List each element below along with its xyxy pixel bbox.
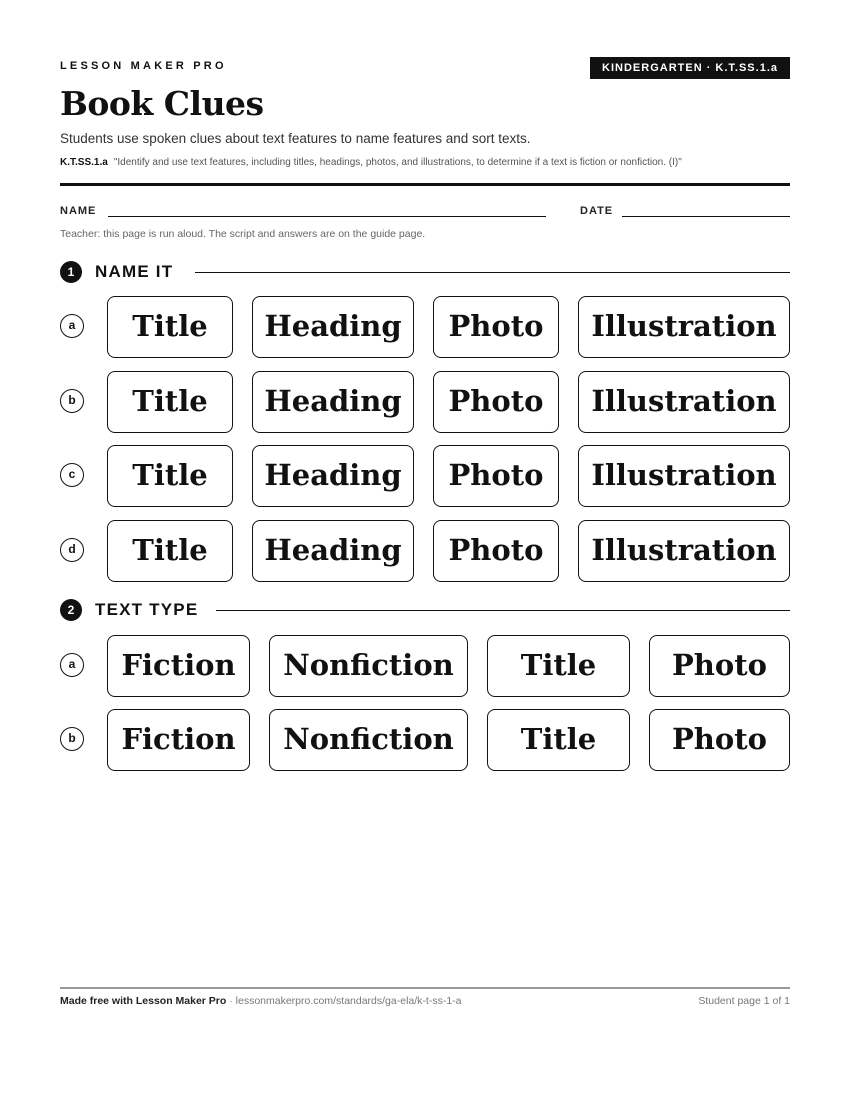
choice-illustration[interactable]: Illustration bbox=[578, 520, 790, 582]
section-name-it-header bbox=[60, 261, 790, 283]
choice-title[interactable]: Title bbox=[107, 371, 233, 433]
name-label: NAME bbox=[60, 205, 97, 217]
choice-heading[interactable]: Heading bbox=[252, 296, 414, 358]
brand-name: LESSON MAKER PRO bbox=[60, 60, 227, 72]
choice-photo[interactable]: Photo bbox=[433, 520, 559, 582]
choice-title[interactable]: Title bbox=[107, 296, 233, 358]
section-number: 1 bbox=[60, 261, 82, 283]
footer-url[interactable]: lessonmakerpro.com/standards/ga-ela/k-t-ss-1-a bbox=[235, 995, 462, 1007]
standard-code: K.T.SS.1.a bbox=[60, 157, 108, 168]
question-row-2b bbox=[60, 709, 790, 771]
choice-heading[interactable]: Heading bbox=[252, 520, 414, 582]
footer-made-with: Made free with Lesson Maker Pro bbox=[60, 995, 227, 1007]
date-label: DATE bbox=[580, 205, 614, 217]
question-row-2a bbox=[60, 635, 790, 697]
name-field[interactable] bbox=[108, 216, 546, 217]
section-label: NAME IT bbox=[95, 262, 174, 281]
section-label: TEXT TYPE bbox=[95, 600, 199, 619]
footer-page-count: Student page 1 of 1 bbox=[698, 995, 790, 1007]
page-subtitle: Students use spoken clues about text features to name features and sort texts. bbox=[60, 131, 531, 146]
footer bbox=[60, 995, 790, 1007]
footer-separator: · bbox=[226, 995, 236, 1007]
choice-photo[interactable]: Photo bbox=[649, 635, 790, 697]
question-row-1d bbox=[60, 520, 790, 582]
top-bar bbox=[60, 57, 790, 79]
standard-line bbox=[60, 157, 682, 168]
standard-text: "Identify and use text features, including titles, headings, photos, and illustrations, to determine if a text is fiction or nonfiction. (I)" bbox=[113, 157, 682, 168]
choice-nonfiction[interactable]: Nonfiction bbox=[269, 709, 468, 771]
row-letter: a bbox=[60, 653, 84, 677]
section-divider bbox=[195, 272, 790, 273]
row-letter: b bbox=[60, 727, 84, 751]
row-letter: c bbox=[60, 463, 84, 487]
choice-title[interactable]: Title bbox=[107, 520, 233, 582]
name-date-row bbox=[60, 205, 790, 219]
choice-illustration[interactable]: Illustration bbox=[578, 445, 790, 507]
choice-title[interactable]: Title bbox=[487, 635, 630, 697]
date-field[interactable] bbox=[622, 216, 790, 217]
choice-fiction[interactable]: Fiction bbox=[107, 635, 250, 697]
choice-photo[interactable]: Photo bbox=[433, 296, 559, 358]
header-divider bbox=[60, 183, 790, 186]
choice-heading[interactable]: Heading bbox=[252, 371, 414, 433]
teacher-note: Teacher: this page is run aloud. The script and answers are on the guide page. bbox=[60, 228, 426, 240]
choice-nonfiction[interactable]: Nonfiction bbox=[269, 635, 468, 697]
grade-badge: KINDERGARTEN · K.T.SS.1.a bbox=[590, 57, 790, 79]
question-row-1c bbox=[60, 445, 790, 507]
choice-illustration[interactable]: Illustration bbox=[578, 371, 790, 433]
choice-heading[interactable]: Heading bbox=[252, 445, 414, 507]
section-divider bbox=[216, 610, 790, 611]
page-title: Book Clues bbox=[60, 84, 264, 123]
row-letter: d bbox=[60, 538, 84, 562]
choice-title[interactable]: Title bbox=[487, 709, 630, 771]
choice-photo[interactable]: Photo bbox=[433, 371, 559, 433]
question-row-1b bbox=[60, 371, 790, 433]
section-text-type-header bbox=[60, 599, 790, 621]
choice-photo[interactable]: Photo bbox=[433, 445, 559, 507]
choice-illustration[interactable]: Illustration bbox=[578, 296, 790, 358]
row-letter: b bbox=[60, 389, 84, 413]
choice-fiction[interactable]: Fiction bbox=[107, 709, 250, 771]
footer-divider bbox=[60, 987, 790, 989]
row-letter: a bbox=[60, 314, 84, 338]
choice-photo[interactable]: Photo bbox=[649, 709, 790, 771]
question-row-1a bbox=[60, 296, 790, 358]
section-number: 2 bbox=[60, 599, 82, 621]
choice-title[interactable]: Title bbox=[107, 445, 233, 507]
